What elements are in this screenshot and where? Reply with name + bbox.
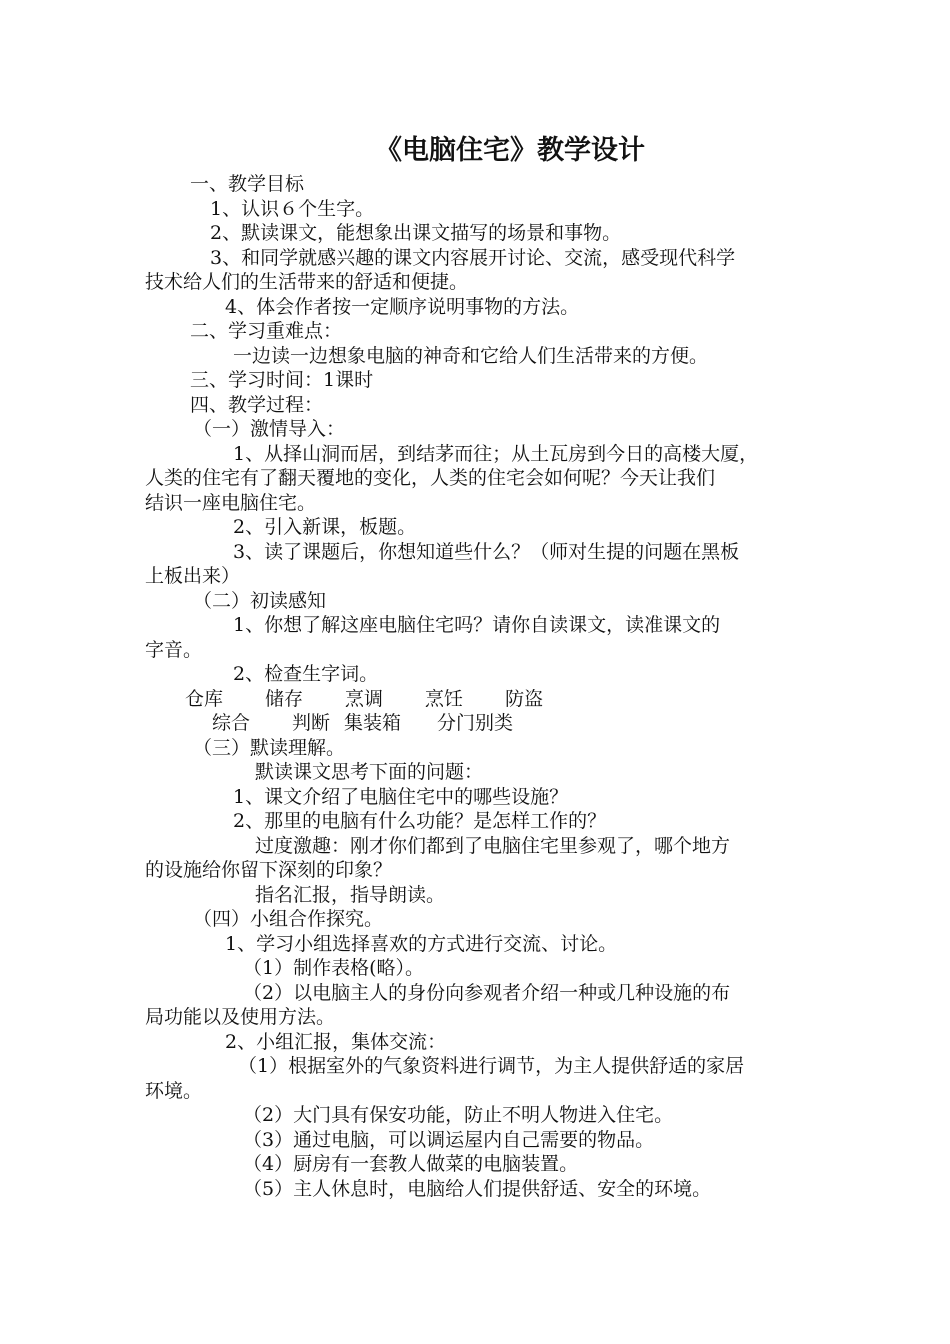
text-line: 1、学习小组选择喜欢的方式进行交流、讨论。 [225, 932, 618, 955]
vocab-row-1 [145, 687, 817, 712]
text-line: 二、学习重难点： [190, 320, 343, 342]
text-line: 一、教学目标 [190, 173, 305, 195]
text-line: （1）制作表格(略）。 [243, 957, 425, 979]
text-line: 的设施给你留下深刻的印象？ [145, 859, 393, 881]
text-line: 2、引入新课，板题。 [233, 516, 417, 538]
vocab-row-2 [145, 711, 817, 736]
text-line: （3）通过电脑，可以调运屋内自己需要的物品。 [243, 1128, 655, 1151]
text-line: 1、从择山洞而居，到结茅而往；从土瓦房到今日的高楼大厦， [233, 442, 759, 465]
text-line: 环境。 [145, 1079, 203, 1102]
text-line: 指名汇报，指导朗读。 [255, 883, 446, 906]
text-line: 默读课文思考下面的问题： [255, 761, 484, 783]
text-line: （一）激情导入： [193, 418, 346, 440]
vocab-word: 烹饪 [425, 687, 464, 710]
text-line: 1、课文介绍了电脑住宅中的哪些设施？ [233, 785, 569, 808]
text-line: 3、和同学就感兴趣的课文内容展开讨论、交流，感受现代科学 [210, 246, 736, 269]
text-line: 三、学习时间：1课时 [190, 369, 374, 391]
text-line: 一边读一边想象电脑的神奇和它给人们生活带来的方便。 [233, 344, 709, 367]
document-body [145, 172, 817, 1201]
text-line: 技术给人们的生活带来的舒适和便捷。 [145, 271, 469, 293]
text-line: 3、读了课题后，你想知道些什么？（师对生提的问题在黑板 [233, 540, 740, 563]
text-line: （四）小组合作探究。 [193, 908, 384, 930]
text-line: 过度激趣：刚才你们都到了电脑住宅里参观了，哪个地方 [255, 834, 731, 857]
vocab-word: 烹调 [345, 687, 384, 710]
text-line: （2）大门具有保安功能，防止不明人物进入住宅。 [243, 1104, 674, 1126]
text-line: （4）厨房有一套教人做菜的电脑装置。 [243, 1153, 579, 1175]
text-line: 4、体会作者按一定顺序说明事物的方法。 [225, 295, 580, 318]
text-line: （1）根据室外的气象资料进行调节，为主人提供舒适的家居 [238, 1055, 745, 1077]
vocab-word: 判断 [292, 712, 331, 734]
vocab-word: 储存 [265, 687, 304, 710]
text-line: 结识一座电脑住宅。 [145, 491, 317, 514]
text-line: （二）初读感知 [193, 589, 327, 612]
text-line: 2、检查生字词。 [233, 663, 379, 685]
text-line: 2、默读课文，能想象出课文描写的场景和事物。 [210, 222, 622, 244]
vocab-word: 仓库 [185, 687, 224, 710]
section-part-1 [145, 172, 817, 687]
vocab-word: 集装箱 [344, 712, 402, 734]
section-part-2 [145, 736, 817, 1202]
vocab-word: 综合 [212, 712, 251, 734]
text-line: 字音。 [145, 638, 203, 661]
text-line: 上板出来） [145, 565, 241, 587]
text-line: 人类的住宅有了翻天覆地的变化，人类的住宅会如何呢？今天让我们 [145, 467, 716, 489]
text-line: 1、认识６个生字。 [210, 197, 375, 220]
vocab-word: 分门别类 [437, 712, 514, 734]
text-line: （5）主人休息时，电脑给人们提供舒适、安全的环境。 [243, 1177, 712, 1200]
text-line: 局功能以及使用方法。 [145, 1006, 336, 1028]
text-line: 2、小组汇报，集体交流： [225, 1030, 447, 1053]
text-line: 1、你想了解这座电脑住宅吗？请你自读课文，读准课文的 [233, 614, 721, 636]
text-line: （2）以电脑主人的身份向参观者介绍一种或几种设施的布 [243, 981, 731, 1004]
text-line: 2、那里的电脑有什么功能？是怎样工作的？ [233, 810, 607, 832]
text-line: （三）默读理解。 [193, 736, 346, 759]
vocab-word: 防盗 [505, 687, 544, 710]
text-line: 四、教学过程： [190, 393, 324, 416]
document-title: 《电脑住宅》教学设计 [375, 135, 645, 166]
